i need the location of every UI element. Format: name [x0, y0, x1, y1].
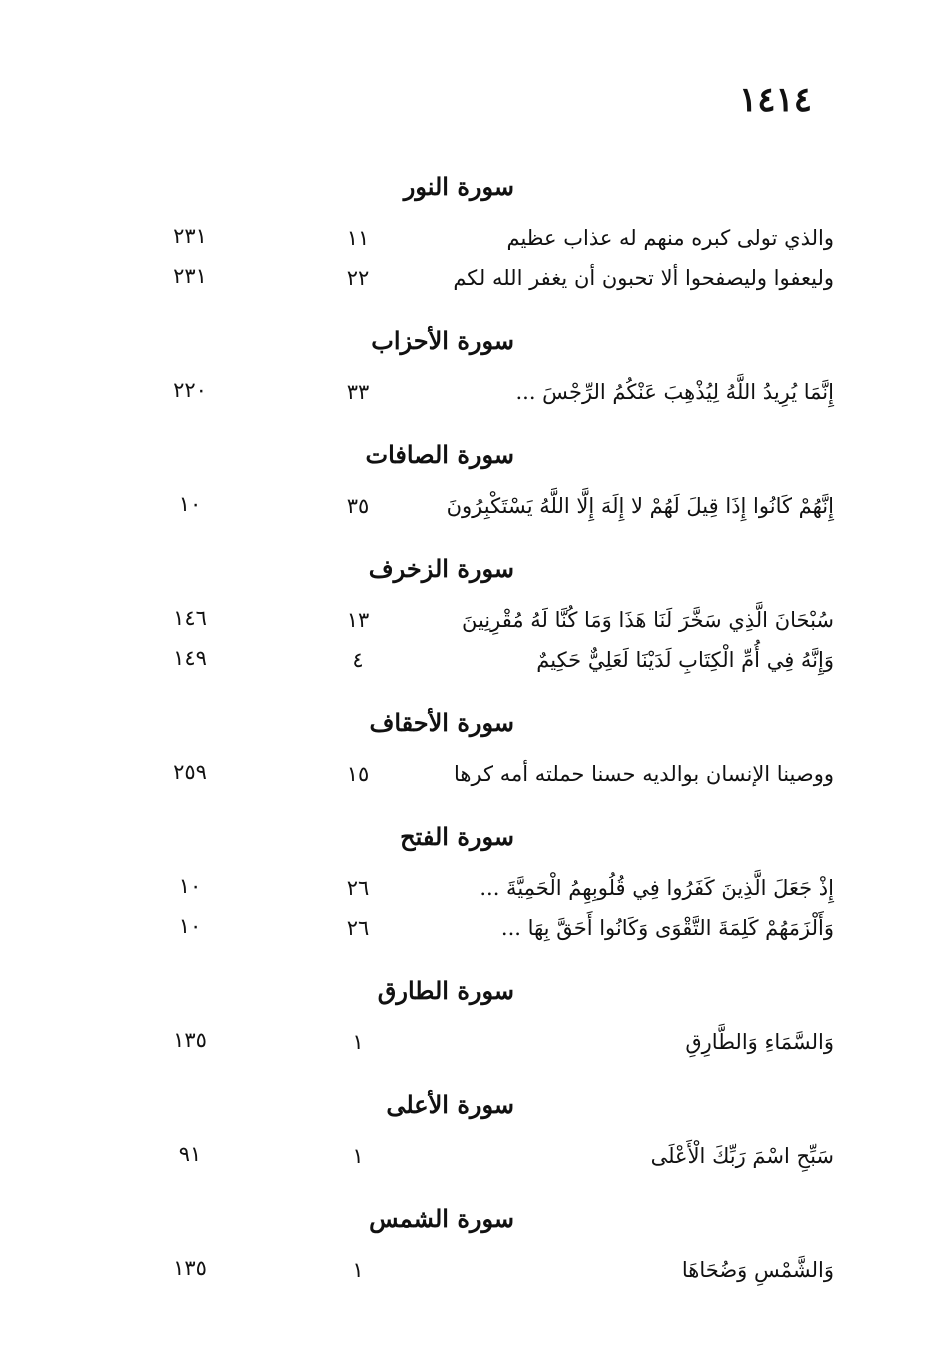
ayah-number: ١: [352, 1144, 364, 1168]
verse-text: وَأَلْزَمَهُمْ كَلِمَةَ التَّقْوَى وَكَانُوا أَحَقَّ بِهَا ...: [500, 916, 834, 940]
surah-index-list: [0, 148, 932, 1294]
page-reference: ٢٥٩: [173, 760, 207, 784]
verse-row: [0, 1254, 932, 1294]
ayah-number: ١١: [346, 226, 370, 250]
surah-heading-text: سورة الصافات: [365, 440, 514, 469]
ayah-number: ٣٣: [346, 380, 370, 404]
verse-row: [0, 604, 932, 644]
page-reference: ٢٣١: [173, 264, 207, 288]
page-reference: ١٤٩: [173, 646, 207, 670]
surah-heading-text: سورة الشمس: [369, 1204, 514, 1233]
surah-heading: [0, 1204, 932, 1240]
verse-row: [0, 872, 932, 912]
ayah-number: ٢٢: [346, 266, 370, 290]
page-reference: ١٠: [178, 874, 202, 898]
ayah-number: ٢٦: [346, 916, 370, 940]
surah-heading: [0, 976, 932, 1012]
verse-row: [0, 1140, 932, 1180]
verse-text: ووصينا الإنسان بوالديه حسنا حملته أمه كرها: [453, 762, 834, 786]
ayah-number: ٢٦: [346, 876, 370, 900]
ayah-number: ١٣: [346, 608, 370, 632]
surah-heading: [0, 708, 932, 744]
ayah-number: ٤: [352, 648, 364, 672]
surah-heading-text: سورة الطارق: [377, 976, 514, 1005]
page-reference: ٢٢٠: [173, 378, 207, 402]
verse-row: [0, 912, 932, 952]
verse-text: وَالشَّمْسِ وَضُحَاهَا: [681, 1258, 834, 1282]
verse-text: إِنَّمَا يُرِيدُ اللَّهُ لِيُذْهِبَ عَنْكُمُ الرِّجْسَ ...: [515, 380, 834, 404]
ayah-number: ١: [352, 1258, 364, 1282]
ayah-number: ١: [352, 1030, 364, 1054]
verse-text: وليعفوا وليصفحوا ألا تحبون أن يغفر الله لكم: [453, 266, 834, 290]
surah-heading-text: سورة الأحزاب: [371, 326, 514, 355]
verse-text: والذي تولى كبره منهم له عذاب عظيم: [506, 226, 834, 250]
page-reference: ٢٣١: [173, 224, 207, 248]
surah-heading: [0, 326, 932, 362]
surah-heading: [0, 172, 932, 208]
surah-heading-text: سورة الأعلى: [386, 1090, 514, 1119]
verse-row: [0, 376, 932, 416]
page-reference: ١٠: [178, 914, 202, 938]
ayah-number: ١٥: [346, 762, 370, 786]
page-reference: ٩١: [178, 1142, 202, 1166]
surah-heading: [0, 554, 932, 590]
verse-text: إِنَّهُمْ كَانُوا إِذَا قِيلَ لَهُمْ لا إِلَهَ إِلَّا اللَّهُ يَسْتَكْبِرُونَ: [446, 494, 834, 518]
page-number: ١٤١٤: [738, 80, 812, 120]
surah-heading-text: سورة الفتح: [400, 822, 514, 851]
verse-text: سَبِّحِ اسْمَ رَبِّكَ الْأَعْلَى: [650, 1144, 834, 1168]
page-reference: ١٣٥: [173, 1028, 207, 1052]
verse-text: وَإِنَّهُ فِي أُمِّ الْكِتَابِ لَدَيْنَا لَعَلِيٌّ حَكِيمٌ: [536, 648, 834, 672]
surah-heading-text: سورة النور: [403, 172, 514, 201]
verse-row: [0, 758, 932, 798]
page-reference: ١٠: [178, 492, 202, 516]
surah-heading: [0, 440, 932, 476]
page-reference: ١٣٥: [173, 1256, 207, 1280]
verse-row: [0, 1026, 932, 1066]
verse-text: وَالسَّمَاءِ وَالطَّارِقِ: [685, 1030, 834, 1054]
ayah-number: ٣٥: [346, 494, 370, 518]
page-reference: ١٤٦: [173, 606, 207, 630]
surah-heading: [0, 1090, 932, 1126]
verse-row: [0, 222, 932, 262]
verse-text: سُبْحَانَ الَّذِي سَخَّرَ لَنَا هَذَا وَمَا كُنَّا لَهُ مُقْرِنِينَ: [461, 608, 834, 632]
surah-heading-text: سورة الزخرف: [368, 554, 514, 583]
verse-row: [0, 644, 932, 684]
surah-heading: [0, 822, 932, 858]
surah-heading-text: سورة الأحقاف: [369, 708, 514, 737]
verse-text: إِذْ جَعَلَ الَّذِينَ كَفَرُوا فِي قُلُوبِهِمُ الْحَمِيَّةَ ...: [479, 876, 834, 900]
verse-row: [0, 262, 932, 302]
verse-row: [0, 490, 932, 530]
